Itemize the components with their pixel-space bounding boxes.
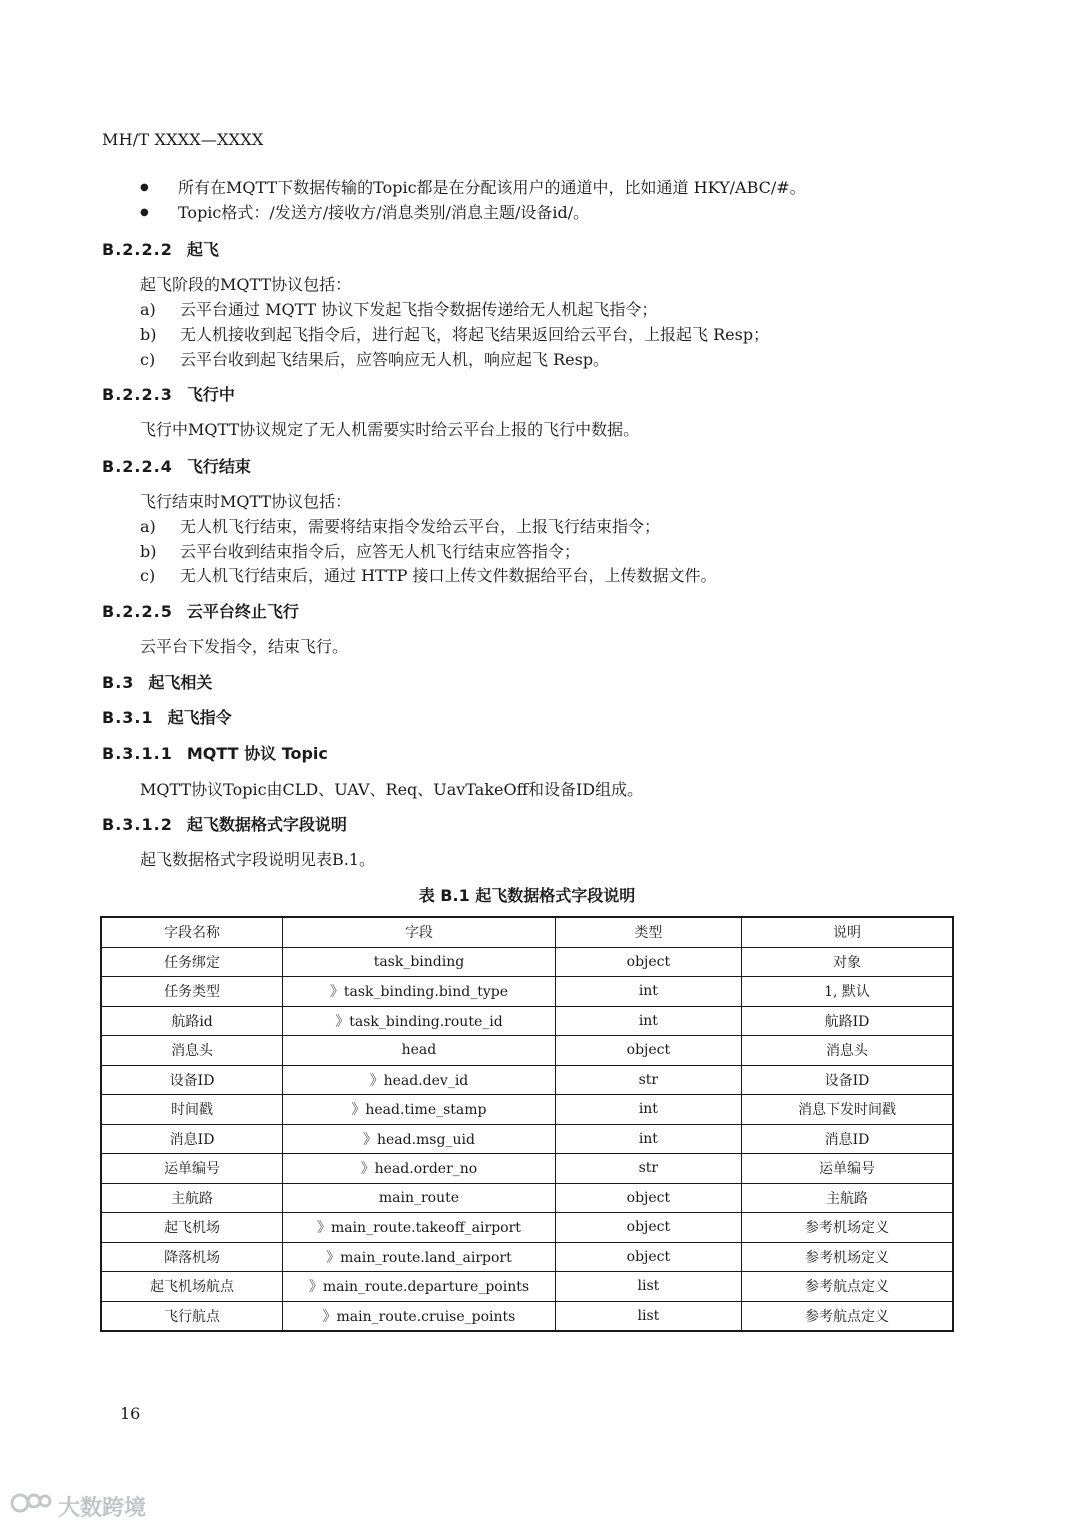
table-cell: int bbox=[555, 1006, 741, 1036]
table-row bbox=[101, 947, 953, 977]
table-cell: 》main_route.takeoff_airport bbox=[283, 1213, 556, 1243]
list-item bbox=[140, 297, 657, 320]
list-marker: c) bbox=[140, 350, 156, 369]
list-text: 云平台通过 MQTT 协议下发起飞指令数据传递给无人机起飞指令； bbox=[180, 300, 658, 319]
table-cell: 消息ID bbox=[742, 1124, 954, 1154]
bullet-item: ● 所有在MQTT下数据传输的Topic都是在分配该用户的通道中，比如通道 HKY/ABC/#。 bbox=[140, 175, 806, 200]
table-cell: 设备ID bbox=[742, 1065, 954, 1095]
table-cell: object bbox=[555, 1036, 741, 1066]
section-heading-b224 bbox=[102, 454, 251, 477]
column-header: 字段名称 bbox=[101, 917, 283, 947]
table-cell: list bbox=[555, 1272, 741, 1302]
table-cell: 任务绑定 bbox=[101, 947, 283, 977]
field-table bbox=[100, 916, 954, 1332]
list-text: 云平台收到起飞结果后，应答响应无人机，响应起飞 Resp。 bbox=[180, 350, 610, 369]
list-marker: c) bbox=[140, 566, 156, 585]
table-row bbox=[101, 1154, 953, 1184]
list-marker: b) bbox=[140, 325, 157, 344]
bullet-list bbox=[140, 175, 806, 225]
bullet-item: ● Topic格式：/发送方/接收方/消息类别/消息主题/设备id/。 bbox=[140, 200, 806, 225]
document-id-header: MH/T XXXX—XXXX bbox=[102, 130, 264, 149]
paragraph: 飞行结束时MQTT协议包括： bbox=[140, 492, 352, 511]
table-header-row bbox=[101, 917, 953, 947]
table-cell: list bbox=[555, 1301, 741, 1331]
list-marker: b) bbox=[140, 542, 157, 561]
paragraph: 起飞数据格式字段说明见表B.1。 bbox=[140, 850, 376, 869]
table-cell: 主航路 bbox=[742, 1183, 954, 1213]
column-header: 类型 bbox=[555, 917, 741, 947]
list-text: 无人机飞行结束后，通过 HTTP 接口上传文件数据给平台，上传数据文件。 bbox=[180, 566, 717, 585]
paragraph: MQTT协议Topic由CLD、UAV、Req、UavTakeOff和设备ID组成。 bbox=[140, 780, 644, 799]
table-cell: int bbox=[555, 977, 741, 1007]
section-number: B.3.1 bbox=[102, 708, 154, 727]
table-cell: 》main_route.cruise_points bbox=[283, 1301, 556, 1331]
section-title: 飞行中 bbox=[186, 385, 235, 404]
table-cell: object bbox=[555, 1242, 741, 1272]
section-number: B.2.2.5 bbox=[102, 602, 173, 621]
table-cell: 运单编号 bbox=[742, 1154, 954, 1184]
table-cell: 》main_route.departure_points bbox=[283, 1272, 556, 1302]
table-row bbox=[101, 1213, 953, 1243]
table-cell: 》task_binding.bind_type bbox=[283, 977, 556, 1007]
table-cell: 消息头 bbox=[742, 1036, 954, 1066]
table-row bbox=[101, 1095, 953, 1125]
section-number: B.3.1.1 bbox=[102, 744, 173, 763]
table-row bbox=[101, 977, 953, 1007]
paragraph: 起飞阶段的MQTT协议包括： bbox=[140, 275, 352, 294]
section-title: 起飞相关 bbox=[148, 673, 213, 692]
section-heading-b3 bbox=[102, 670, 212, 693]
column-header: 字段 bbox=[283, 917, 556, 947]
section-number: B.2.2.4 bbox=[102, 457, 173, 476]
section-heading-b223 bbox=[102, 382, 235, 405]
list-item bbox=[140, 322, 769, 345]
table-cell: 航路id bbox=[101, 1006, 283, 1036]
table-cell: 航路ID bbox=[742, 1006, 954, 1036]
section-number: B.2.2.3 bbox=[102, 385, 173, 404]
table-row bbox=[101, 1006, 953, 1036]
table-cell: 降落机场 bbox=[101, 1242, 283, 1272]
section-heading-b312 bbox=[102, 812, 347, 835]
section-heading-b225 bbox=[102, 599, 299, 622]
section-heading-b222 bbox=[102, 237, 219, 260]
section-title: 云平台终止飞行 bbox=[186, 602, 299, 621]
table-row bbox=[101, 1124, 953, 1154]
section-number: B.2.2.2 bbox=[102, 240, 173, 259]
list-text: 无人机飞行结束，需要将结束指令发给云平台，上报飞行结束指令； bbox=[180, 517, 661, 536]
table-row bbox=[101, 1242, 953, 1272]
table-row bbox=[101, 1272, 953, 1302]
section-title: 起飞 bbox=[186, 240, 219, 259]
list-item bbox=[140, 347, 609, 370]
table-cell: 设备ID bbox=[101, 1065, 283, 1095]
page-number: 16 bbox=[120, 1404, 141, 1423]
table-row bbox=[101, 1183, 953, 1213]
table-cell: 》task_binding.route_id bbox=[283, 1006, 556, 1036]
table-cell: 参考机场定义 bbox=[742, 1242, 954, 1272]
table-row bbox=[101, 1301, 953, 1331]
table-cell: 》head.order_no bbox=[283, 1154, 556, 1184]
table-cell: 1, 默认 bbox=[742, 977, 954, 1007]
table-cell: 消息下发时间戳 bbox=[742, 1095, 954, 1125]
section-heading-b31 bbox=[102, 705, 232, 728]
table-cell: 消息ID bbox=[101, 1124, 283, 1154]
list-item bbox=[140, 563, 717, 586]
table-cell: object bbox=[555, 947, 741, 977]
section-title: 飞行结束 bbox=[186, 457, 251, 476]
table-cell: 主航路 bbox=[101, 1183, 283, 1213]
list-text: 无人机接收到起飞指令后，进行起飞，将起飞结果返回给云平台，上报起飞 Resp； bbox=[180, 325, 770, 344]
table-cell: 》head.time_stamp bbox=[283, 1095, 556, 1125]
table-cell: str bbox=[555, 1065, 741, 1095]
table-cell: 时间戳 bbox=[101, 1095, 283, 1125]
section-number: B.3.1.2 bbox=[102, 815, 173, 834]
watermark-logo-icon bbox=[10, 1490, 52, 1522]
table-cell: 消息头 bbox=[101, 1036, 283, 1066]
table-cell: 》main_route.land_airport bbox=[283, 1242, 556, 1272]
list-marker: a) bbox=[140, 300, 156, 319]
table-cell: 任务类型 bbox=[101, 977, 283, 1007]
table-cell: object bbox=[555, 1213, 741, 1243]
section-number: B.3 bbox=[102, 673, 135, 692]
table-row bbox=[101, 1036, 953, 1066]
table-cell: 参考航点定义 bbox=[742, 1301, 954, 1331]
table-caption: 表 B.1 起飞数据格式字段说明 bbox=[418, 886, 636, 905]
column-header: 说明 bbox=[742, 917, 954, 947]
list-item bbox=[140, 539, 580, 562]
section-title: MQTT 协议 Topic bbox=[186, 744, 328, 763]
section-heading-b311 bbox=[102, 741, 328, 764]
table-cell: 对象 bbox=[742, 947, 954, 977]
paragraph: 飞行中MQTT协议规定了无人机需要实时给云平台上报的飞行中数据。 bbox=[140, 420, 640, 439]
watermark-text: 大数跨境 bbox=[58, 1495, 147, 1521]
paragraph: 云平台下发指令，结束飞行。 bbox=[140, 637, 349, 656]
list-item bbox=[140, 514, 660, 537]
table-cell: 》head.dev_id bbox=[283, 1065, 556, 1095]
table-cell: head bbox=[283, 1036, 556, 1066]
table-cell: main_route bbox=[283, 1183, 556, 1213]
list-text: 云平台收到结束指令后，应答无人机飞行结束应答指令； bbox=[180, 542, 581, 561]
table-cell: int bbox=[555, 1124, 741, 1154]
table-cell: 参考航点定义 bbox=[742, 1272, 954, 1302]
section-title: 起飞指令 bbox=[167, 708, 232, 727]
table-cell: 起飞机场航点 bbox=[101, 1272, 283, 1302]
watermark bbox=[10, 1490, 146, 1522]
table-cell: int bbox=[555, 1095, 741, 1125]
section-title: 起飞数据格式字段说明 bbox=[186, 815, 347, 834]
table-cell: 飞行航点 bbox=[101, 1301, 283, 1331]
table-cell: 》head.msg_uid bbox=[283, 1124, 556, 1154]
table-cell: 运单编号 bbox=[101, 1154, 283, 1184]
table-row bbox=[101, 1065, 953, 1095]
table-cell: 起飞机场 bbox=[101, 1213, 283, 1243]
table-cell: str bbox=[555, 1154, 741, 1184]
table-cell: object bbox=[555, 1183, 741, 1213]
table-cell: task_binding bbox=[283, 947, 556, 977]
table-cell: 参考机场定义 bbox=[742, 1213, 954, 1243]
list-marker: a) bbox=[140, 517, 156, 536]
